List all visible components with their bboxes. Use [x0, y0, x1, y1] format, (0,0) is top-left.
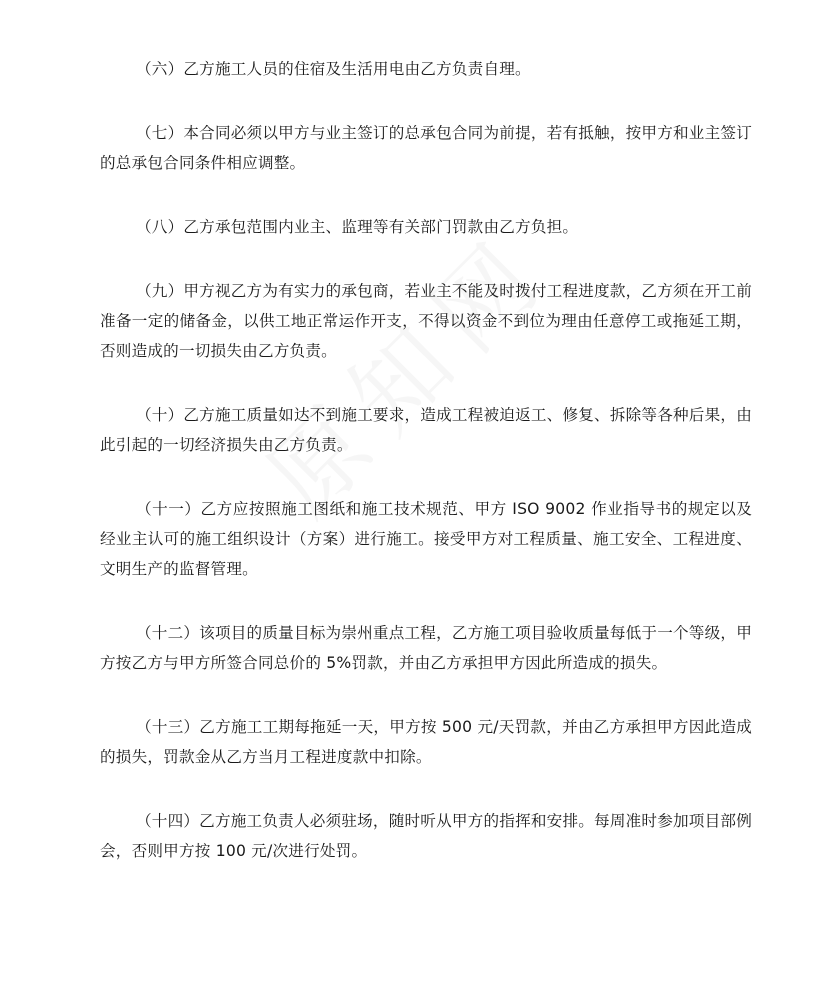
- clause-10: （十）乙方施工质量如达不到施工要求，造成工程被迫返工、修复、拆除等各种后果，由此引起的一切经济损失由乙方负责。: [100, 406, 752, 454]
- clause-9: （九）甲方视乙方为有实力的承包商，若业主不能及时拨付工程进度款，乙方须在开工前准备一定的储备金，以供工地正常运作开支，不得以资金不到位为理由任意停工或拖延工期，否则造成的一切损失由乙方负责。: [100, 282, 752, 360]
- clause-6: （六）乙方施工人员的住宿及生活用电由乙方负责自理。: [136, 60, 531, 78]
- clause-12: （十二）该项目的质量目标为崇州重点工程，乙方施工项目验收质量每低于一个等级，甲方按乙方与甲方所签合同总价的 5%罚款，并由乙方承担甲方因此所造成的损失。: [100, 624, 752, 672]
- contract-clauses: [100, 54, 752, 900]
- clause-7: （七）本合同必须以甲方与业主签订的总承包合同为前提，若有抵触，按甲方和业主签订的总承包合同条件相应调整。: [100, 124, 752, 172]
- clause-8: （八）乙方承包范围内业主、监理等有关部门罚款由乙方负担。: [136, 218, 579, 236]
- clause-13: （十三）乙方施工工期每拖延一天，甲方按 500 元/天罚款，并由乙方承担甲方因此造成的损失，罚款金从乙方当月工程进度款中扣除。: [100, 718, 752, 766]
- clause-14: （十四）乙方施工负责人必须驻场，随时听从甲方的指挥和安排。每周准时参加项目部例会，否则甲方按 100 元/次进行处罚。: [100, 812, 752, 860]
- clause-11: （十一）乙方应按照施工图纸和施工技术规范、甲方 ISO 9002 作业指导书的规定以及经业主认可的施工组织设计（方案）进行施工。接受甲方对工程质量、施工安全、工程进度、文明生产的监督管理。: [100, 500, 752, 578]
